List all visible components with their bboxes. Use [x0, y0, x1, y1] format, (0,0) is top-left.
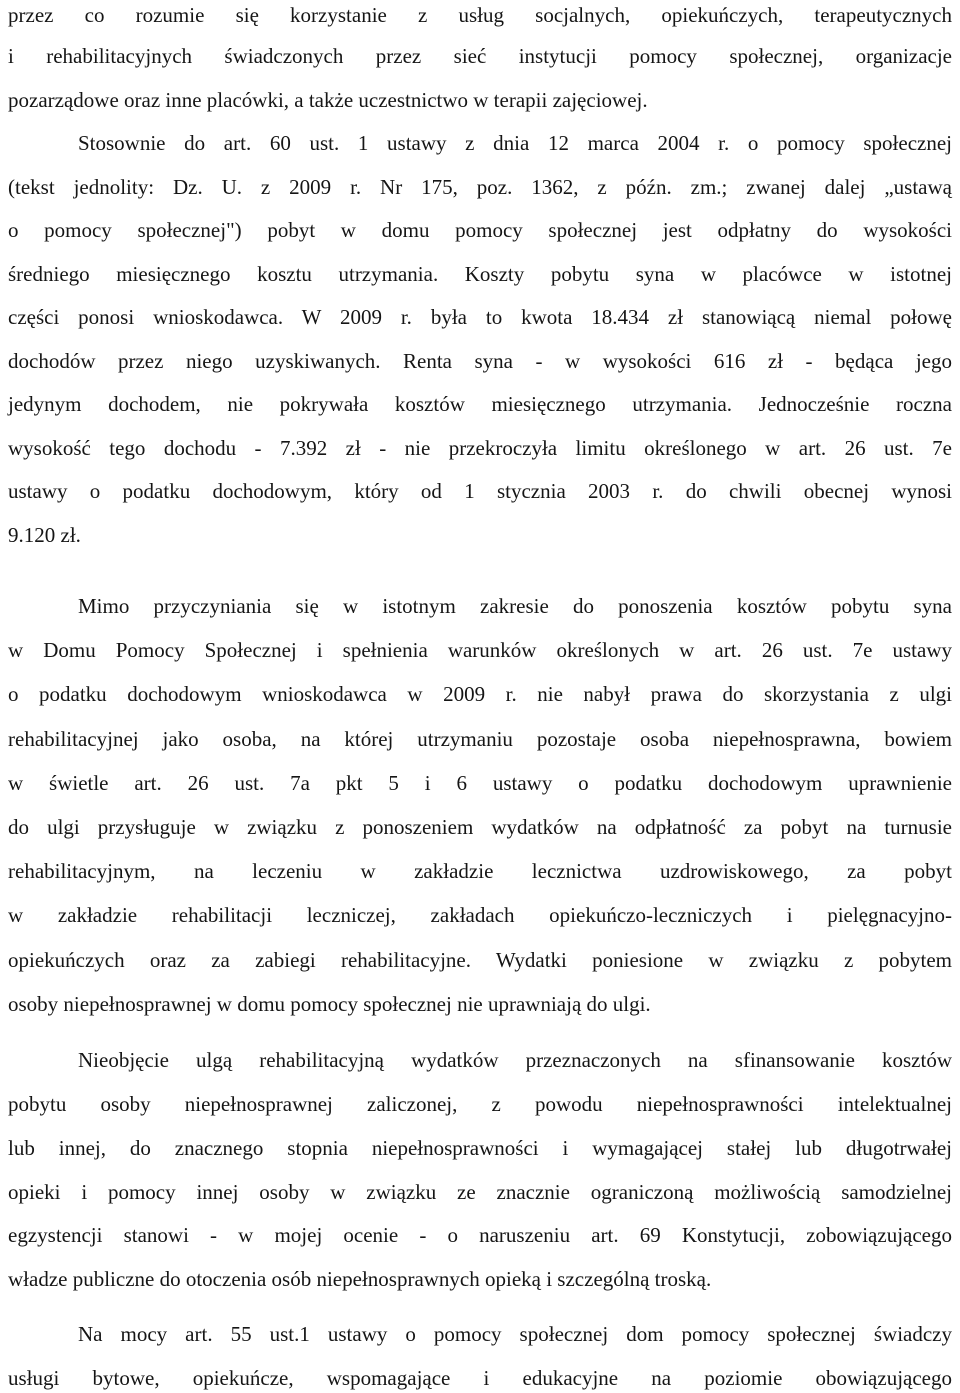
paragraph-start-line: Stosownie do art. 60 ust. 1 ustawy z dnia 12 marca 2004 r. o pomocy społecznej	[78, 131, 952, 155]
text-line: pozarządowe oraz inne placówki, a także uczestnictwo w terapii zajęciowej.	[8, 88, 648, 112]
text-line: egzystencji stanowi - w mojej ocenie - o naruszeniu art. 69 Konstytucji, zobowiązującego	[8, 1223, 952, 1247]
paragraph-start-line: Na mocy art. 55 ust.1 ustawy o pomocy społecznej dom pomocy społecznej świadczy	[78, 1322, 952, 1346]
text-line: rehabilitacyjnym, na leczeniu w zakładzie lecznictwa uzdrowiskowego, za pobyt	[8, 859, 952, 883]
text-line: usługi bytowe, opiekuńcze, wspomagające i edukacyjne na poziomie obowiązującego	[8, 1366, 952, 1390]
text-line: władze publiczne do otoczenia osób niepełnosprawnych opieką i szczególną troską.	[8, 1267, 712, 1291]
text-line: osoby niepełnosprawnej w domu pomocy społecznej nie uprawniają do ulgi.	[8, 992, 651, 1016]
text-line: o pomocy społecznej") pobyt w domu pomocy społecznej jest odpłatny do wysokości	[8, 218, 952, 242]
text-line: dochodów przez niego uzyskiwanych. Renta syna - w wysokości 616 zł - będąca jego	[8, 349, 952, 373]
text-line: rehabilitacyjnej jako osoba, na której utrzymaniu pozostaje osoba niepełnosprawna, bowiem	[8, 727, 952, 751]
text-line: opieki i pomocy innej osoby w związku ze znacznie ograniczoną możliwością samodzielnej	[8, 1180, 952, 1204]
text-line: w zakładzie rehabilitacji leczniczej, zakładach opiekuńczo-leczniczych i pielęgnacyjno-	[8, 903, 952, 927]
text-line: wysokość tego dochodu - 7.392 zł - nie przekroczyła limitu określonego w art. 26 ust. 7e	[8, 436, 952, 460]
text-line: ustawy o podatku dochodowym, który od 1 stycznia 2003 r. do chwili obecnej wynosi	[8, 479, 952, 503]
text-line: (tekst jednolity: Dz. U. z 2009 r. Nr 175, poz. 1362, z późn. zm.; zwanej dalej „ustawą	[8, 175, 952, 199]
text-line: opiekuńczych oraz za zabiegi rehabilitacyjne. Wydatki poniesione w związku z pobytem	[8, 948, 952, 972]
text-line: 9.120 zł.	[8, 523, 81, 547]
text-line: w Domu Pomocy Społecznej i spełnienia warunków określonych w art. 26 ust. 7e ustawy	[8, 638, 952, 662]
text-line: średniego miesięcznego kosztu utrzymania. Koszty pobytu syna w placówce w istotnej	[8, 262, 952, 286]
text-line: do ulgi przysługuje w związku z ponoszeniem wydatków na odpłatność za pobyt na turnusie	[8, 815, 952, 839]
text-line: pobytu osoby niepełnosprawnej zaliczonej, z powodu niepełnosprawności intelektualnej	[8, 1092, 952, 1116]
text-line: lub innej, do znacznego stopnia niepełnosprawności i wymagającej stałej lub długotrwałej	[8, 1136, 952, 1160]
paragraph-start-line: Nieobjęcie ulgą rehabilitacyjną wydatków przeznaczonych na sfinansowanie kosztów	[78, 1048, 952, 1072]
text-line: w świetle art. 26 ust. 7a pkt 5 i 6 ustawy o podatku dochodowym uprawnienie	[8, 771, 952, 795]
text-line: jedynym dochodem, nie pokrywała kosztów miesięcznego utrzymania. Jednocześnie roczna	[8, 392, 952, 416]
text-line: i rehabilitacyjnych świadczonych przez sieć instytucji pomocy społecznej, organizacje	[8, 44, 952, 68]
text-line: części ponosi wnioskodawca. W 2009 r. była to kwota 18.434 zł stanowiącą niemal połowę	[8, 305, 952, 329]
text-line: o podatku dochodowym wnioskodawca w 2009 r. nie nabył prawa do skorzystania z ulgi	[8, 682, 952, 706]
text-line: przez co rozumie się korzystanie z usług socjalnych, opiekuńczych, terapeutycznych	[8, 3, 952, 27]
paragraph-start-line: Mimo przyczyniania się w istotnym zakresie do ponoszenia kosztów pobytu syna	[78, 594, 952, 618]
